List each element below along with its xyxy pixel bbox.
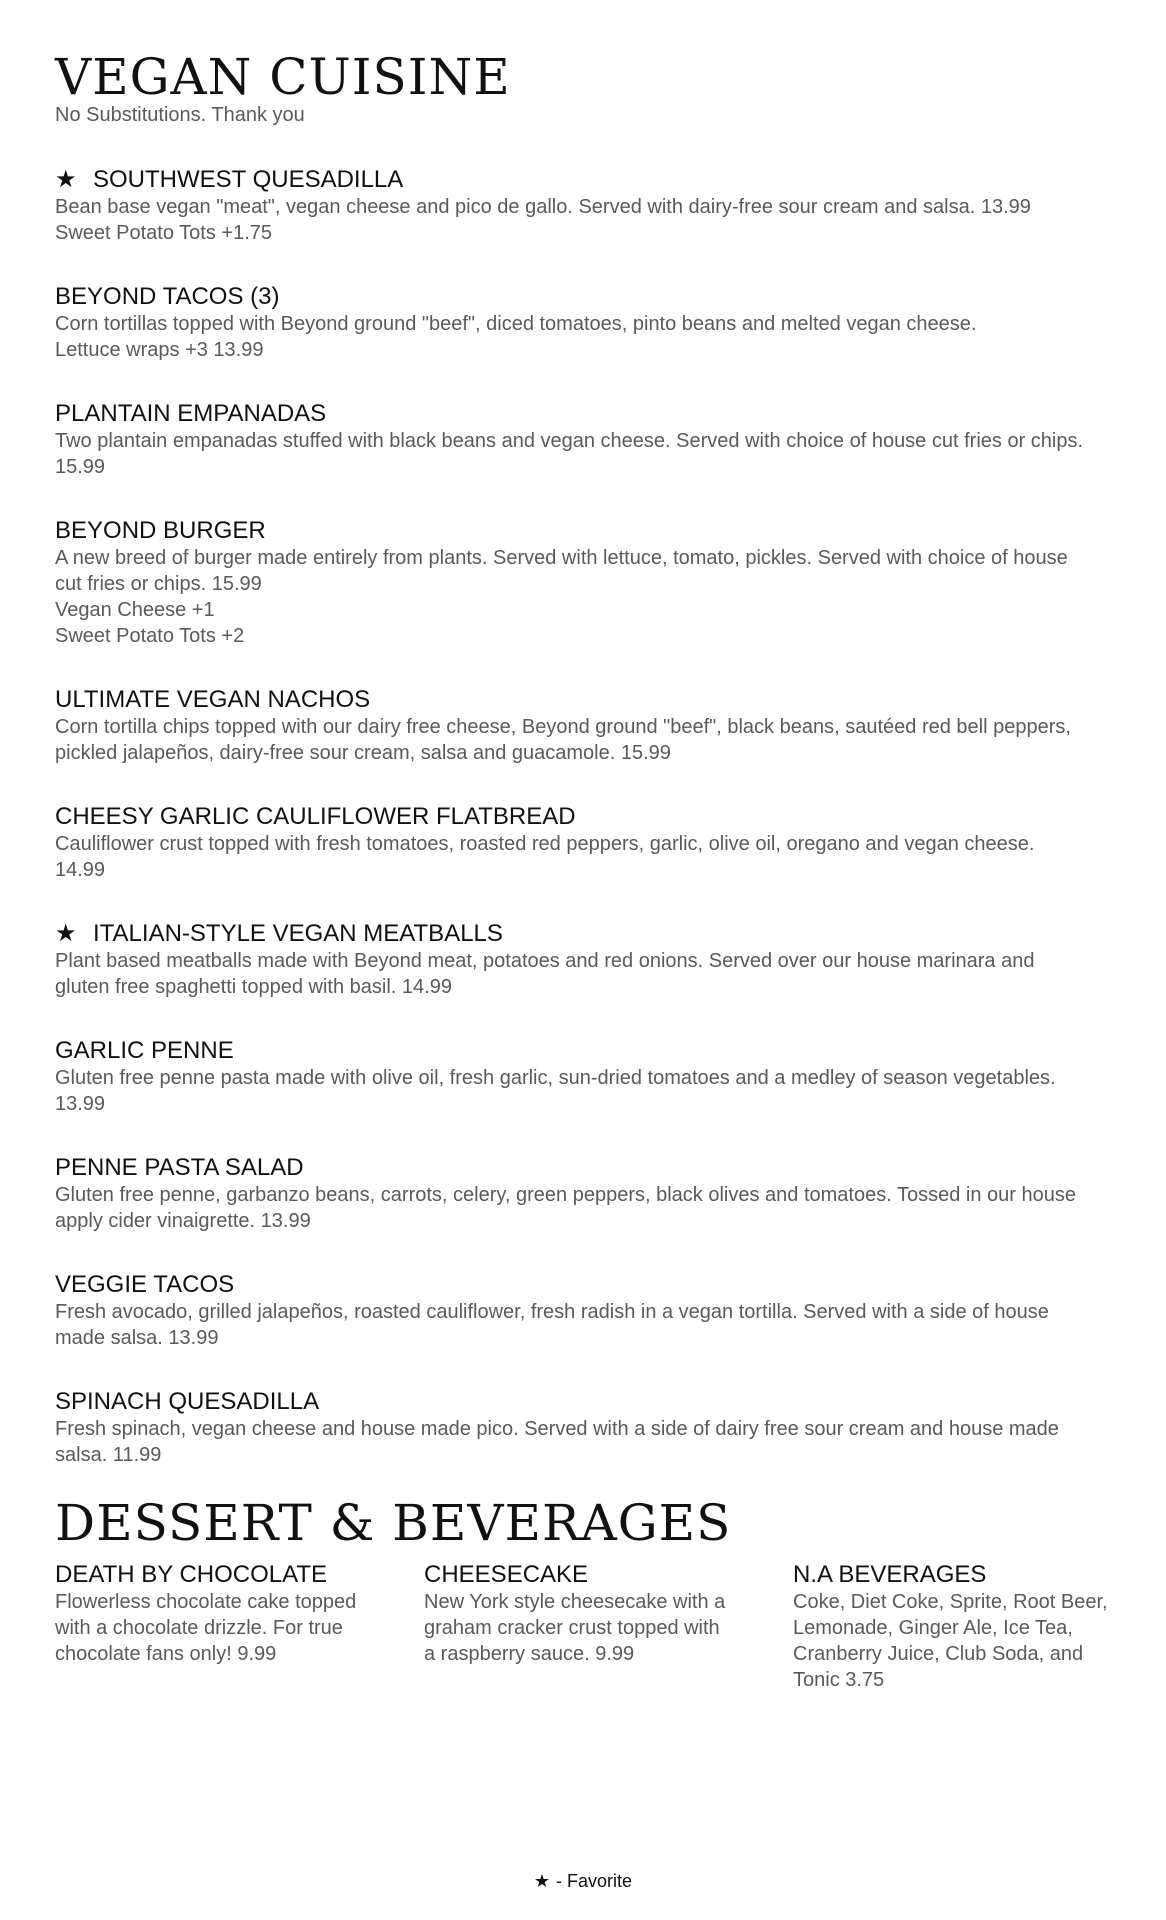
menu-item bbox=[55, 803, 1115, 883]
item-name: BEYOND TACOS (3) bbox=[55, 283, 280, 310]
item-name: PLANTAIN EMPANADAS bbox=[55, 400, 327, 427]
vegan-subtitle: No Substitutions. Thank you bbox=[55, 104, 305, 126]
item-name: ITALIAN-STYLE VEGAN MEATBALLS bbox=[93, 920, 503, 947]
item-name: N.A BEVERAGES bbox=[793, 1561, 987, 1588]
item-name: SOUTHWEST QUESADILLA bbox=[93, 166, 404, 193]
dessert-item bbox=[424, 1561, 734, 1693]
menu-item bbox=[55, 283, 1115, 363]
item-description: Two plantain empanadas stuffed with black beans and vegan cheese. Served with choice of house cut fries or chips. 15.99 bbox=[55, 430, 1084, 478]
star-icon: ★ bbox=[533, 1871, 551, 1891]
menu-item bbox=[55, 1271, 1115, 1351]
dessert-beverages-title: DESSERT & BEVERAGES bbox=[55, 1494, 732, 1552]
item-description: Cauliflower crust topped with fresh tomatoes, roasted red peppers, garlic, olive oil, oregano and vegan cheese. 14.99 bbox=[55, 833, 1035, 881]
item-description: Gluten free penne pasta made with olive oil, fresh garlic, sun-dried tomatoes and a medley of season vegetables. 13.99 bbox=[55, 1067, 1056, 1115]
item-name-row bbox=[55, 166, 1115, 194]
dessert-item bbox=[55, 1561, 365, 1693]
beverage-item bbox=[793, 1561, 1113, 1693]
item-description: New York style cheesecake with a graham cracker crust topped with a raspberry sauce. 9.99 bbox=[424, 1591, 726, 1665]
item-name: DEATH BY CHOCOLATE bbox=[55, 1561, 328, 1588]
favorite-star-icon: ★ bbox=[55, 166, 77, 193]
legend-label: - Favorite bbox=[556, 1871, 633, 1891]
item-description: Coke, Diet Coke, Sprite, Root Beer, Lemonade, Ginger Ale, Ice Tea, Cranberry Juice, Club Soda, and Tonic 3.75 bbox=[793, 1591, 1108, 1691]
item-description: Fresh avocado, grilled jalapeños, roasted cauliflower, fresh radish in a vegan tortilla. Served with a side of house made salsa. 13.99 bbox=[55, 1301, 1049, 1349]
item-name: VEGGIE TACOS bbox=[55, 1271, 235, 1298]
item-name: BEYOND BURGER bbox=[55, 517, 266, 544]
menu-item bbox=[55, 1388, 1115, 1468]
favorite-legend bbox=[0, 1871, 1166, 1892]
item-name: CHEESY GARLIC CAULIFLOWER FLATBREAD bbox=[55, 803, 576, 830]
item-name: PENNE PASTA SALAD bbox=[55, 1154, 304, 1181]
item-name: SPINACH QUESADILLA bbox=[55, 1388, 320, 1415]
item-name: GARLIC PENNE bbox=[55, 1037, 234, 1064]
dessert-columns bbox=[55, 1561, 1115, 1693]
menu-item bbox=[55, 400, 1115, 480]
item-description: Gluten free penne, garbanzo beans, carrots, celery, green peppers, black olives and tomatoes. Tossed in our house apply cider vinaigrette. 13.99 bbox=[55, 1184, 1076, 1232]
menu-item bbox=[55, 1037, 1115, 1117]
item-description: A new breed of burger made entirely from plants. Served with lettuce, tomato, pickles. Served with choice of house cut fries or chips. 15.99 Vegan Cheese +1 Sweet Potato Tots +2 bbox=[55, 547, 1068, 647]
item-name: ULTIMATE VEGAN NACHOS bbox=[55, 686, 371, 713]
menu-item bbox=[55, 517, 1115, 649]
item-description: Plant based meatballs made with Beyond meat, potatoes and red onions. Served over our house marinara and gluten free spaghetti topped with basil. 14.99 bbox=[55, 950, 1035, 998]
menu-item bbox=[55, 1154, 1115, 1234]
favorite-star-icon: ★ bbox=[55, 920, 77, 947]
item-description: Fresh spinach, vegan cheese and house made pico. Served with a side of dairy free sour cream and house made salsa. 11.99 bbox=[55, 1418, 1059, 1466]
vegan-cuisine-title: VEGAN CUISINE bbox=[55, 48, 511, 106]
item-description: Corn tortillas topped with Beyond ground "beef", diced tomatoes, pinto beans and melted vegan cheese. Lettuce wraps +3 13.99 bbox=[55, 313, 977, 361]
vegan-menu-list bbox=[55, 166, 1115, 1505]
item-name: CHEESECAKE bbox=[424, 1561, 589, 1588]
menu-item bbox=[55, 686, 1115, 766]
menu-item bbox=[55, 920, 1115, 1000]
item-description: Bean base vegan "meat", vegan cheese and pico de gallo. Served with dairy-free sour cream and salsa. 13.99 Sweet Potato Tots +1.75 bbox=[55, 196, 1031, 244]
item-description: Flowerless chocolate cake topped with a chocolate drizzle. For true chocolate fans only! 9.99 bbox=[55, 1591, 357, 1665]
menu-item bbox=[55, 166, 1115, 246]
item-description: Corn tortilla chips topped with our dairy free cheese, Beyond ground "beef", black beans, sautéed red bell peppers, pickled jalapeños, dairy-free sour cream, salsa and guacamole. 15.99 bbox=[55, 716, 1071, 764]
item-name-row bbox=[55, 920, 1115, 948]
